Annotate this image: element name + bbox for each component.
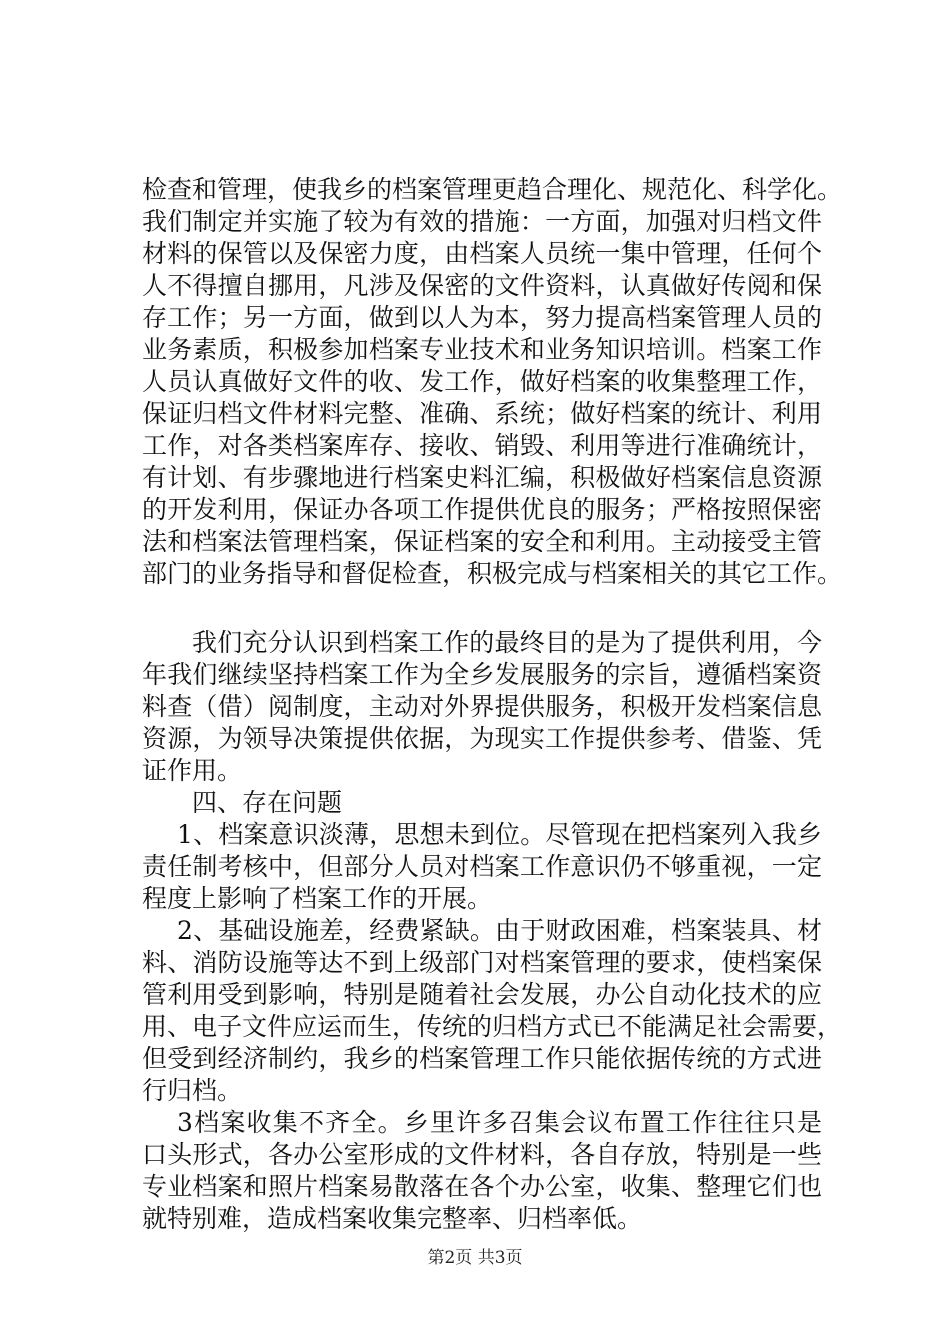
text-line: 但受到经济制约，我乡的档案管理工作只能依据传统的方式进 bbox=[142, 1044, 822, 1073]
text-line: 资源，为领导决策提供依据，为现实工作提供参考、借鉴、凭 bbox=[142, 724, 822, 753]
text-line: 专业档案和照片档案易散落在各个办公室，收集、整理它们也 bbox=[142, 1172, 822, 1201]
text-line: 3档案收集不齐全。乡里许多召集会议布置工作往往只是 bbox=[177, 1108, 822, 1137]
text-line: 料查（借）阅制度，主动对外界提供服务，积极开发档案信息 bbox=[142, 692, 822, 721]
text-line: 行归档。 bbox=[142, 1076, 243, 1105]
text-line: 保证归档文件材料完整、准确、系统；做好档案的统计、利用 bbox=[142, 399, 822, 428]
text-line: 就特别难，造成档案收集完整率、归档率低。 bbox=[142, 1204, 643, 1233]
text-line: 管利用受到影响，特别是随着社会发展，办公自动化技术的应 bbox=[142, 980, 822, 1009]
text-line: 1、档案意识淡薄，思想未到位。尽管现在把档案列入我乡 bbox=[177, 820, 822, 849]
text-line: 工作，对各类档案库存、接收、销毁、利用等进行准确统计， bbox=[142, 431, 822, 460]
text-line: 用、电子文件应运而生，传统的归档方式已不能满足社会需要， bbox=[142, 1012, 843, 1041]
text-line: 部门的业务指导和督促检查，积极完成与档案相关的其它工作。 bbox=[142, 559, 843, 588]
text-line: 料、消防设施等达不到上级部门对档案管理的要求，使档案保 bbox=[142, 948, 822, 977]
text-line: 人不得擅自挪用，凡涉及保密的文件资料，认真做好传阅和保 bbox=[142, 271, 822, 300]
page-number-footer: 第2页 共3页 bbox=[427, 1248, 523, 1268]
text-line: 法和档案法管理档案，保证档案的安全和利用。主动接受主管 bbox=[142, 527, 822, 556]
text-line: 的开发利用，保证办各项工作提供优良的服务；严格按照保密 bbox=[142, 495, 822, 524]
text-line: 我们制定并实施了较为有效的措施：一方面，加强对归档文件 bbox=[142, 207, 822, 236]
text-line: 业务素质，积极参加档案专业技术和业务知识培训。档案工作 bbox=[142, 335, 822, 364]
text-line: 年我们继续坚持档案工作为全乡发展服务的宗旨，遵循档案资 bbox=[142, 660, 822, 689]
text-line: 人员认真做好文件的收、发工作，做好档案的收集整理工作， bbox=[142, 367, 822, 396]
section-heading: 四、存在问题 bbox=[192, 788, 343, 817]
text-line: 证作用。 bbox=[142, 756, 243, 785]
text-line: 有计划、有步骤地进行档案史料汇编，积极做好档案信息资源 bbox=[142, 463, 822, 492]
text-line: 存工作；另一方面，做到以人为本，努力提高档案管理人员的 bbox=[142, 303, 822, 332]
text-line: 我们充分认识到档案工作的最终目的是为了提供利用，今 bbox=[192, 628, 822, 657]
text-line: 检查和管理，使我乡的档案管理更趋合理化、规范化、科学化。 bbox=[142, 175, 843, 204]
text-line: 口头形式，各办公室形成的文件材料，各自存放，特别是一些 bbox=[142, 1140, 822, 1169]
text-line: 责任制考核中，但部分人员对档案工作意识仍不够重视，一定 bbox=[142, 852, 822, 881]
text-line: 程度上影响了档案工作的开展。 bbox=[142, 884, 493, 913]
text-line: 2、基础设施差，经费紧缺。由于财政困难，档案装具、材 bbox=[177, 916, 822, 945]
text-line: 材料的保管以及保密力度，由档案人员统一集中管理，任何个 bbox=[142, 239, 822, 268]
